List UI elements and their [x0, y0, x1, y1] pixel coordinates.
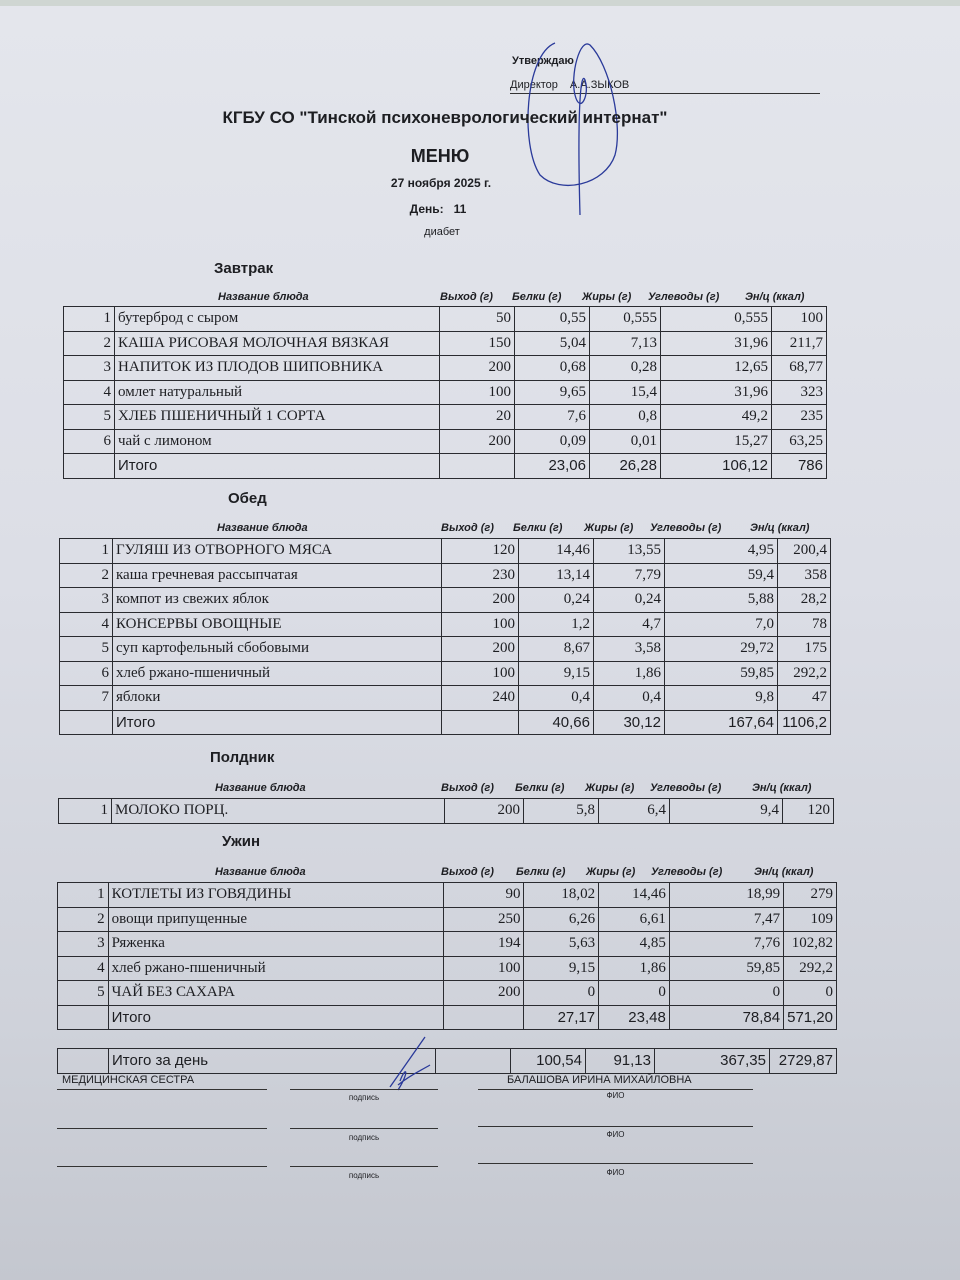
- menu-row: [59, 799, 834, 824]
- cell-fat: 4,85: [599, 932, 670, 957]
- total-fat: 30,12: [594, 710, 665, 735]
- cell-carbs: 49,2: [661, 405, 772, 430]
- col-head-name: Название блюда: [215, 782, 306, 794]
- menu-row: [60, 612, 831, 637]
- total-label: Итого: [115, 454, 440, 479]
- total-fat: 23,48: [599, 1005, 670, 1030]
- cell-protein: 9,65: [515, 380, 590, 405]
- cell-name: суп картофельный сбобовыми: [113, 637, 442, 662]
- cell-n: 7: [60, 686, 113, 711]
- cell-yield: 200: [442, 637, 519, 662]
- cell-fat: 3,58: [594, 637, 665, 662]
- cell-kcal: 175: [778, 637, 831, 662]
- cell-yield: 100: [442, 661, 519, 686]
- cell-fat: 13,55: [594, 539, 665, 564]
- signature-caption-1: подпись: [348, 1093, 380, 1102]
- cell-carbs: 31,96: [661, 380, 772, 405]
- cell-kcal: 292,2: [784, 956, 837, 981]
- menu-row: [60, 661, 831, 686]
- col-head-carbs: Углеводы (г): [648, 291, 720, 303]
- col-head-carbs: Углеводы (г): [651, 866, 723, 878]
- cell-name: компот из свежих яблок: [113, 588, 442, 613]
- menu-day: [0, 202, 876, 216]
- cell-name: КАША РИСОВАЯ МОЛОЧНАЯ ВЯЗКАЯ: [115, 331, 440, 356]
- total-kcal: 571,20: [784, 1005, 837, 1030]
- cell-fat: 4,7: [594, 612, 665, 637]
- col-head-protein: Белки (г): [512, 291, 562, 303]
- col-head-protein: Белки (г): [516, 866, 566, 878]
- cell-name: овощи припущенные: [108, 907, 443, 932]
- cell-n: 1: [59, 799, 112, 824]
- director-label: Директор: [510, 79, 558, 91]
- cell-carbs: 9,8: [665, 686, 778, 711]
- cell-protein: 1,2: [519, 612, 594, 637]
- menu-row: [60, 588, 831, 613]
- position-line-1: [57, 1089, 267, 1090]
- cell-n: 5: [58, 981, 109, 1006]
- cell-protein: 8,67: [519, 637, 594, 662]
- cell-yield: 90: [444, 883, 524, 908]
- cell-carbs: 5,88: [665, 588, 778, 613]
- cell-protein: 0: [524, 981, 599, 1006]
- nurse-name: БАЛАШОВА ИРИНА МИХАЙЛОВНА: [507, 1074, 692, 1086]
- cell-carbs: 0: [669, 981, 783, 1006]
- day-value: 11: [453, 202, 467, 216]
- cell-n: 6: [60, 661, 113, 686]
- cell-yield: 100: [442, 612, 519, 637]
- cell-carbs: 7,76: [669, 932, 783, 957]
- cell-name: ХЛЕБ ПШЕНИЧНЫЙ 1 СОРТА: [115, 405, 440, 430]
- cell-n: 2: [58, 907, 109, 932]
- total-yield: [444, 1005, 524, 1030]
- cell-protein: 9,15: [524, 956, 599, 981]
- total-blank: [58, 1005, 109, 1030]
- signature-line-3: [290, 1166, 438, 1167]
- cell-carbs: 4,95: [665, 539, 778, 564]
- menu-row: [58, 956, 837, 981]
- cell-fat: 0,24: [594, 588, 665, 613]
- position-line-2: [57, 1128, 267, 1129]
- lunch-table: [59, 538, 831, 735]
- total-carbs: 78,84: [669, 1005, 783, 1030]
- cell-kcal: 235: [772, 405, 827, 430]
- cell-n: 1: [58, 883, 109, 908]
- organization-title: КГБУ СО "Тинской психоневрологический интернат": [222, 108, 668, 127]
- cell-fat: 1,86: [599, 956, 670, 981]
- nurse-position-label: МЕДИЦИНСКАЯ СЕСТРА: [62, 1074, 195, 1086]
- total-label: Итого: [113, 710, 442, 735]
- cell-protein: 9,15: [519, 661, 594, 686]
- cell-carbs: 18,99: [669, 883, 783, 908]
- cell-carbs: 59,4: [665, 563, 778, 588]
- cell-kcal: 100: [772, 307, 827, 332]
- fio-line-3: [478, 1163, 753, 1164]
- cell-fat: 0,4: [594, 686, 665, 711]
- cell-carbs: 9,4: [670, 799, 783, 824]
- total-carbs: 167,64: [665, 710, 778, 735]
- cell-fat: 14,46: [599, 883, 670, 908]
- snack-table: [58, 798, 834, 824]
- cell-kcal: 200,4: [778, 539, 831, 564]
- cell-fat: 1,86: [594, 661, 665, 686]
- total-protein: 27,17: [524, 1005, 599, 1030]
- cell-yield: 200: [444, 981, 524, 1006]
- cell-n: 2: [60, 563, 113, 588]
- cell-name: КОНСЕРВЫ ОВОЩНЫЕ: [113, 612, 442, 637]
- cell-protein: 18,02: [524, 883, 599, 908]
- cell-fat: 7,79: [594, 563, 665, 588]
- cell-kcal: 120: [783, 799, 834, 824]
- position-line-3: [57, 1166, 267, 1167]
- col-head-name: Название блюда: [215, 866, 306, 878]
- cell-name: ГУЛЯШ ИЗ ОТВОРНОГО МЯСА: [113, 539, 442, 564]
- col-head-name: Название блюда: [218, 291, 309, 303]
- cell-kcal: 0: [784, 981, 837, 1006]
- cell-n: 4: [58, 956, 109, 981]
- menu-row: [64, 356, 827, 381]
- cell-fat: 0,555: [590, 307, 661, 332]
- column-headers-snack: [0, 782, 960, 796]
- total-yield: [440, 454, 515, 479]
- day-total-kcal: 2729,87: [770, 1049, 837, 1074]
- cell-yield: 200: [445, 799, 524, 824]
- cell-fat: 7,13: [590, 331, 661, 356]
- cell-fat: 6,61: [599, 907, 670, 932]
- menu-row: [58, 981, 837, 1006]
- column-headers-breakfast: [0, 291, 960, 305]
- column-headers-dinner: [0, 866, 960, 880]
- cell-yield: 200: [440, 429, 515, 454]
- menu-row: [64, 380, 827, 405]
- cell-name: ЧАЙ БЕЗ САХАРА: [108, 981, 443, 1006]
- total-fat: 26,28: [590, 454, 661, 479]
- menu-row: [64, 429, 827, 454]
- cell-name: КОТЛЕТЫ ИЗ ГОВЯДИНЫ: [108, 883, 443, 908]
- cell-kcal: 292,2: [778, 661, 831, 686]
- col-head-carbs: Углеводы (г): [650, 522, 722, 534]
- cell-fat: 0,8: [590, 405, 661, 430]
- cell-n: 6: [64, 429, 115, 454]
- total-blank: [60, 710, 113, 735]
- col-head-kcal: Эн/ц (ккал): [752, 782, 812, 794]
- fio-line-2: [478, 1126, 753, 1127]
- cell-carbs: 31,96: [661, 331, 772, 356]
- day-total-protein: 100,54: [511, 1049, 586, 1074]
- col-head-fat: Жиры (г): [584, 522, 634, 534]
- cell-protein: 5,04: [515, 331, 590, 356]
- cell-yield: 50: [440, 307, 515, 332]
- cell-fat: 15,4: [590, 380, 661, 405]
- cell-kcal: 211,7: [772, 331, 827, 356]
- cell-protein: 6,26: [524, 907, 599, 932]
- cell-n: 1: [64, 307, 115, 332]
- col-head-carbs: Углеводы (г): [650, 782, 722, 794]
- cell-yield: 200: [440, 356, 515, 381]
- cell-kcal: 47: [778, 686, 831, 711]
- cell-carbs: 59,85: [669, 956, 783, 981]
- cell-kcal: 102,82: [784, 932, 837, 957]
- cell-fat: 0,01: [590, 429, 661, 454]
- signature-caption-3: подпись: [348, 1171, 380, 1180]
- cell-fat: 0: [599, 981, 670, 1006]
- day-total-blank: [58, 1049, 109, 1074]
- day-total-carbs: 367,35: [655, 1049, 770, 1074]
- cell-name: омлет натуральный: [115, 380, 440, 405]
- cell-yield: 194: [444, 932, 524, 957]
- cell-kcal: 279: [784, 883, 837, 908]
- menu-row: [64, 405, 827, 430]
- cell-n: 2: [64, 331, 115, 356]
- total-row: [60, 710, 831, 735]
- total-yield: [442, 710, 519, 735]
- cell-kcal: 63,25: [772, 429, 827, 454]
- cell-yield: 250: [444, 907, 524, 932]
- cell-name: каша гречневая рассыпчатая: [113, 563, 442, 588]
- fio-caption-1: ФИО: [606, 1091, 625, 1100]
- fio-line-1: [478, 1089, 753, 1090]
- col-head-fat: Жиры (г): [582, 291, 632, 303]
- cell-yield: 240: [442, 686, 519, 711]
- cell-protein: 0,68: [515, 356, 590, 381]
- day-label: День:: [409, 202, 444, 216]
- col-head-fat: Жиры (г): [585, 782, 635, 794]
- director-name: А.А.ЗЫКОВ: [569, 79, 630, 91]
- total-label: Итого: [108, 1005, 443, 1030]
- cell-n: 5: [60, 637, 113, 662]
- col-head-kcal: Эн/ц (ккал): [754, 866, 814, 878]
- column-headers-lunch: [0, 522, 960, 536]
- cell-kcal: 78: [778, 612, 831, 637]
- director-line: [510, 79, 820, 94]
- menu-row: [64, 331, 827, 356]
- cell-protein: 0,09: [515, 429, 590, 454]
- col-head-kcal: Эн/ц (ккал): [750, 522, 810, 534]
- col-head-yield: Выход (г): [441, 522, 494, 534]
- cell-protein: 0,4: [519, 686, 594, 711]
- cell-protein: 13,14: [519, 563, 594, 588]
- section-title-breakfast: Завтрак: [214, 260, 274, 277]
- cell-name: НАПИТОК ИЗ ПЛОДОВ ШИПОВНИКА: [115, 356, 440, 381]
- cell-n: 5: [64, 405, 115, 430]
- diet-label: диабет: [424, 226, 460, 238]
- cell-kcal: 109: [784, 907, 837, 932]
- total-blank: [64, 454, 115, 479]
- section-title-snack: Полдник: [210, 749, 275, 766]
- cell-protein: 14,46: [519, 539, 594, 564]
- menu-row: [58, 932, 837, 957]
- total-kcal: 1106,2: [778, 710, 831, 735]
- col-head-yield: Выход (г): [441, 782, 494, 794]
- total-kcal: 786: [772, 454, 827, 479]
- col-head-yield: Выход (г): [441, 866, 494, 878]
- cell-kcal: 323: [772, 380, 827, 405]
- dinner-table: [57, 882, 837, 1030]
- cell-kcal: 68,77: [772, 356, 827, 381]
- cell-name: хлеб ржано-пшеничный: [108, 956, 443, 981]
- day-total-yield: [436, 1049, 511, 1074]
- menu-row: [60, 539, 831, 564]
- menu-row: [58, 907, 837, 932]
- cell-carbs: 12,65: [661, 356, 772, 381]
- cell-protein: 0,24: [519, 588, 594, 613]
- day-total-row: [58, 1049, 837, 1074]
- menu-date: 27 ноября 2025 г.: [390, 176, 492, 190]
- cell-yield: 20: [440, 405, 515, 430]
- day-total-label: Итого за день: [109, 1049, 436, 1074]
- cell-name: бутерброд с сыром: [115, 307, 440, 332]
- cell-carbs: 15,27: [661, 429, 772, 454]
- menu-row: [60, 686, 831, 711]
- cell-carbs: 0,555: [661, 307, 772, 332]
- cell-n: 3: [64, 356, 115, 381]
- cell-yield: 100: [440, 380, 515, 405]
- cell-name: Ряженка: [108, 932, 443, 957]
- col-head-protein: Белки (г): [513, 522, 563, 534]
- fio-caption-2: ФИО: [606, 1130, 625, 1139]
- cell-carbs: 59,85: [665, 661, 778, 686]
- col-head-fat: Жиры (г): [586, 866, 636, 878]
- total-carbs: 106,12: [661, 454, 772, 479]
- cell-n: 3: [60, 588, 113, 613]
- menu-title: МЕНЮ: [410, 146, 470, 166]
- col-head-yield: Выход (г): [440, 291, 493, 303]
- col-head-name: Название блюда: [217, 522, 308, 534]
- cell-n: 4: [60, 612, 113, 637]
- cell-fat: 0,28: [590, 356, 661, 381]
- total-protein: 40,66: [519, 710, 594, 735]
- total-row: [64, 454, 827, 479]
- approve-label: Утверждаю: [512, 55, 574, 67]
- cell-protein: 0,55: [515, 307, 590, 332]
- menu-row: [60, 563, 831, 588]
- cell-yield: 100: [444, 956, 524, 981]
- menu-row: [58, 883, 837, 908]
- menu-row: [64, 307, 827, 332]
- menu-row: [60, 637, 831, 662]
- cell-yield: 230: [442, 563, 519, 588]
- page-top-edge: [0, 0, 960, 6]
- day-total-fat: 91,13: [586, 1049, 655, 1074]
- section-title-lunch: Обед: [228, 490, 267, 507]
- signature-line-2: [290, 1128, 438, 1129]
- cell-n: 1: [60, 539, 113, 564]
- cell-name: чай с лимоном: [115, 429, 440, 454]
- cell-yield: 120: [442, 539, 519, 564]
- cell-name: яблоки: [113, 686, 442, 711]
- cell-carbs: 7,47: [669, 907, 783, 932]
- col-head-protein: Белки (г): [515, 782, 565, 794]
- cell-n: 3: [58, 932, 109, 957]
- signature-line-1: [290, 1089, 438, 1090]
- fio-caption-3: ФИО: [606, 1168, 625, 1177]
- section-title-dinner: Ужин: [222, 833, 261, 850]
- cell-protein: 5,8: [524, 799, 599, 824]
- total-row: [58, 1005, 837, 1030]
- cell-yield: 200: [442, 588, 519, 613]
- cell-protein: 5,63: [524, 932, 599, 957]
- cell-carbs: 7,0: [665, 612, 778, 637]
- cell-n: 4: [64, 380, 115, 405]
- cell-carbs: 29,72: [665, 637, 778, 662]
- cell-yield: 150: [440, 331, 515, 356]
- total-protein: 23,06: [515, 454, 590, 479]
- cell-kcal: 358: [778, 563, 831, 588]
- breakfast-table: [63, 306, 827, 479]
- col-head-kcal: Эн/ц (ккал): [745, 291, 805, 303]
- signature-caption-2: подпись: [348, 1133, 380, 1142]
- cell-name: МОЛОКО ПОРЦ.: [112, 799, 445, 824]
- cell-protein: 7,6: [515, 405, 590, 430]
- day-total-table: [57, 1048, 837, 1074]
- cell-kcal: 28,2: [778, 588, 831, 613]
- cell-fat: 6,4: [599, 799, 670, 824]
- cell-name: хлеб ржано-пшеничный: [113, 661, 442, 686]
